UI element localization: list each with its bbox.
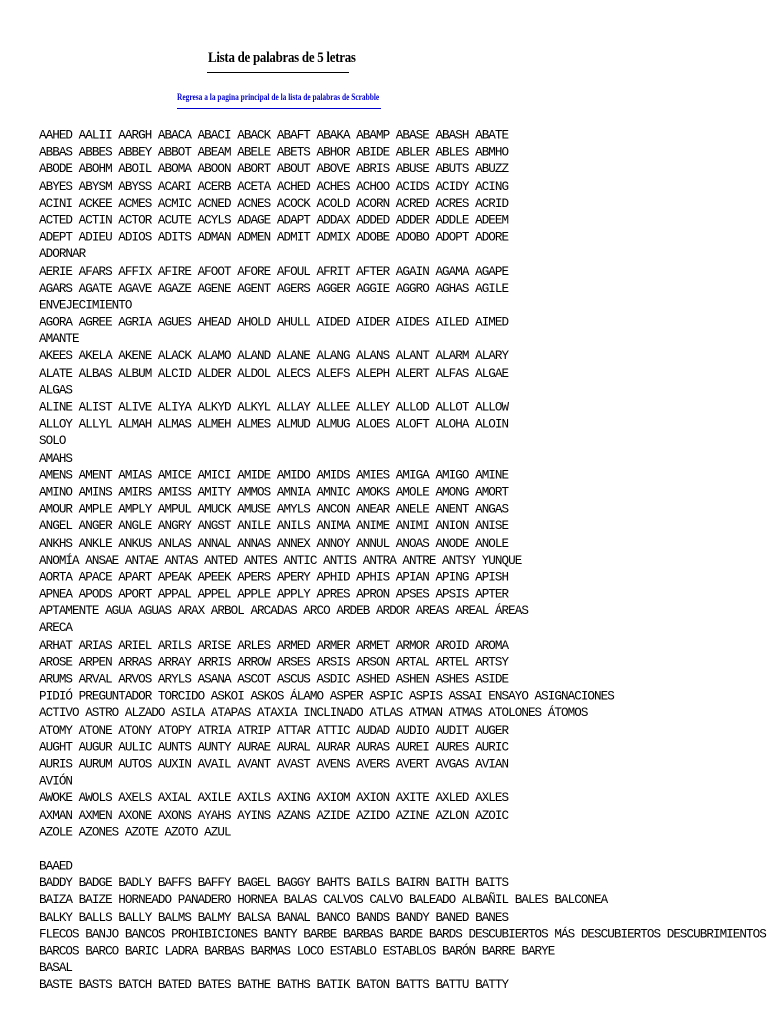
word-line: BARCOS BARCO BARIC LADRA BARBAS BARMAS LOCO ESTABLO ESTABLOS BARÓN BARRE BARYE: [39, 943, 555, 959]
word-line: ARUMS ARVAL ARVOS ARYLS ASANA ASCOT ASCUS ASDIC ASHED ASHEN ASHES ASIDE: [39, 671, 509, 687]
word-line: AAHED AALII AARGH ABACA ABACI ABACK ABAFT ABAKA ABAMP ABASE ABASH ABATE: [39, 128, 509, 143]
word-line: AZOLE AZONES AZOTE AZOTO AZUL: [39, 824, 231, 840]
word-list: [39, 127, 766, 994]
title-underline: [207, 72, 349, 73]
word-line: ANOMÍA ANSAE ANTAE ANTAS ANTED ANTES ANTIC ANTIS ANTRA ANTRE ANTSY YUNQUE: [39, 552, 522, 568]
word-line: AMANTE: [39, 332, 79, 347]
word-line: BADDY BADGE BADLY BAFFS BAFFY BAGEL BAGGY BAHTS BAILS BAIRN BAITH BAITS: [39, 875, 509, 891]
word-line: APNEA APODS APORT APPAL APPEL APPLE APPLY APRES APRON APSES APSIS APTER: [39, 586, 509, 602]
word-line: ALLOY ALLYL ALMAH ALMAS ALMEH ALMES ALMUD ALMUG ALOES ALOFT ALOHA ALOIN: [39, 416, 509, 432]
word-line: AMOUR AMPLE AMPLY AMPUL AMUCK AMUSE AMYLS ANCON ANEAR ANELE ANENT ANGAS: [39, 501, 509, 517]
word-line: ALGAS: [39, 383, 73, 398]
word-line: ACINI ACKEE ACMES ACMIC ACNED ACNES ACOCK ACOLD ACORN ACRED ACRES ACRID: [39, 196, 509, 211]
word-line: AGORA AGREE AGRIA AGUES AHEAD AHOLD AHULL AIDED AIDER AIDES AILED AIMED: [39, 315, 509, 330]
word-line: AKEES AKELA AKENE ALACK ALAMO ALAND ALANE ALANG ALANS ALANT ALARM ALARY: [39, 349, 509, 364]
word-line: AXMAN AXMEN AXONE AXONS AYAHS AYINS AZANS AZIDE AZIDO AZINE AZLON AZOIC: [39, 807, 509, 823]
word-line: PIDIÓ PREGUNTADOR TORCIDO ASKOI ASKOS ÁLAMO ASPER ASPIC ASPIS ASSAI ENSAYO ASIGNACIONES: [39, 688, 614, 704]
word-line: BASAL: [39, 960, 73, 976]
word-line: ANKHS ANKLE ANKUS ANLAS ANNAL ANNAS ANNEX ANNOY ANNUL ANOAS ANODE ANOLE: [39, 535, 509, 551]
word-line: ATOMY ATONE ATONY ATOPY ATRIA ATRIP ATTAR ATTIC AUDAD AUDIO AUDIT AUGER: [39, 722, 509, 738]
word-line: ACTED ACTIN ACTOR ACUTE ACYLS ADAGE ADAPT ADDAX ADDED ADDER ADDLE ADEEM: [39, 213, 509, 228]
word-line: AMINO AMINS AMIRS AMISS AMITY AMMOS AMNIA AMNIC AMOKS AMOLE AMONG AMORT: [39, 484, 509, 500]
word-line: ADORNAR: [39, 247, 86, 262]
word-line: AUGHT AUGUR AULIC AUNTS AUNTY AURAE AURAL AURAR AURAS AUREI AURES AURIC: [39, 739, 509, 755]
link-underline: [177, 108, 381, 109]
word-line: ABYES ABYSM ABYSS ACARI ACERB ACETA ACHED ACHES ACHOO ACIDS ACIDY ACING: [39, 179, 509, 194]
word-line: SOLO: [39, 433, 66, 449]
word-line: ARHAT ARIAS ARIEL ARILS ARISE ARLES ARMED ARMER ARMET ARMOR AROID AROMA: [39, 637, 509, 653]
word-line: ARECA: [39, 620, 73, 636]
word-line: BASTE BASTS BATCH BATED BATES BATHE BATHS BATIK BATON BATTS BATTU BATTY: [39, 977, 509, 993]
word-line: BAAED: [39, 858, 73, 874]
word-line: AGARS AGATE AGAVE AGAZE AGENE AGENT AGERS AGGER AGGIE AGGRO AGHAS AGILE: [39, 281, 509, 296]
word-line: AERIE AFARS AFFIX AFIRE AFOOT AFORE AFOUL AFRIT AFTER AGAIN AGAMA AGAPE: [39, 264, 509, 279]
word-line: ACTIVO ASTRO ALZADO ASILA ATAPAS ATAXIA INCLINADO ATLAS ATMAN ATMAS ATOLONES ÁTOMOS: [39, 705, 588, 721]
word-line: FLECOS BANJO BANCOS PROHIBICIONES BANTY BARBE BARBAS BARDE BARDS DESCUBIERTOS MÁS DESCUBIERTOS DESCUBRIMIENTOS: [39, 926, 766, 942]
word-line: APTAMENTE AGUA AGUAS ARAX ARBOL ARCADAS ARCO ARDEB ARDOR AREAS AREAL ÁREAS: [39, 603, 528, 619]
word-line: AVIÓN: [39, 773, 73, 789]
word-line: ENVEJECIMIENTO: [39, 298, 132, 313]
word-line: ANGEL ANGER ANGLE ANGRY ANGST ANILE ANILS ANIMA ANIME ANIMI ANION ANISE: [39, 518, 509, 534]
back-to-main-link[interactable]: Regresa a la pagina principal de la lista de palabras de Scrabble: [177, 93, 380, 103]
word-line: AROSE ARPEN ARRAS ARRAY ARRIS ARROW ARSES ARSIS ARSON ARTAL ARTEL ARTSY: [39, 654, 509, 670]
word-line: AMENS AMENT AMIAS AMICE AMICI AMIDE AMIDO AMIDS AMIES AMIGA AMIGO AMINE: [39, 467, 509, 483]
word-line: ADEPT ADIEU ADIOS ADITS ADMAN ADMEN ADMIT ADMIX ADOBE ADOBO ADOPT ADORE: [39, 230, 509, 245]
word-line: [39, 841, 766, 858]
word-line: ALATE ALBAS ALBUM ALCID ALDER ALDOL ALECS ALEFS ALEPH ALERT ALFAS ALGAE: [39, 366, 509, 381]
word-line: AORTA APACE APART APEAK APEEK APERS APERY APHID APHIS APIAN APING APISH: [39, 569, 509, 585]
word-line: ALINE ALIST ALIVE ALIYA ALKYD ALKYL ALLAY ALLEE ALLEY ALLOD ALLOT ALLOW: [39, 400, 509, 415]
word-line: AWOKE AWOLS AXELS AXIAL AXILE AXILS AXING AXIOM AXION AXITE AXLED AXLES: [39, 790, 509, 806]
word-line: BALKY BALLS BALLY BALMS BALMY BALSA BANAL BANCO BANDS BANDY BANED BANES: [39, 909, 509, 925]
word-line: ABBAS ABBES ABBEY ABBOT ABEAM ABELE ABETS ABHOR ABIDE ABLER ABLES ABMHO: [39, 145, 509, 160]
word-line: BAIZA BAIZE HORNEADO PANADERO HORNEA BALAS CALVOS CALVO BALEADO ALBAÑIL BALES BALCONEA: [39, 892, 608, 908]
word-line: ABODE ABOHM ABOIL ABOMA ABOON ABORT ABOUT ABOVE ABRIS ABUSE ABUTS ABUZZ: [39, 162, 509, 177]
word-line: AURIS AURUM AUTOS AUXIN AVAIL AVANT AVAST AVENS AVERS AVERT AVGAS AVIAN: [39, 756, 509, 772]
page-title: Lista de palabras de 5 letras: [208, 50, 356, 66]
word-line: AMAHS: [39, 450, 73, 466]
